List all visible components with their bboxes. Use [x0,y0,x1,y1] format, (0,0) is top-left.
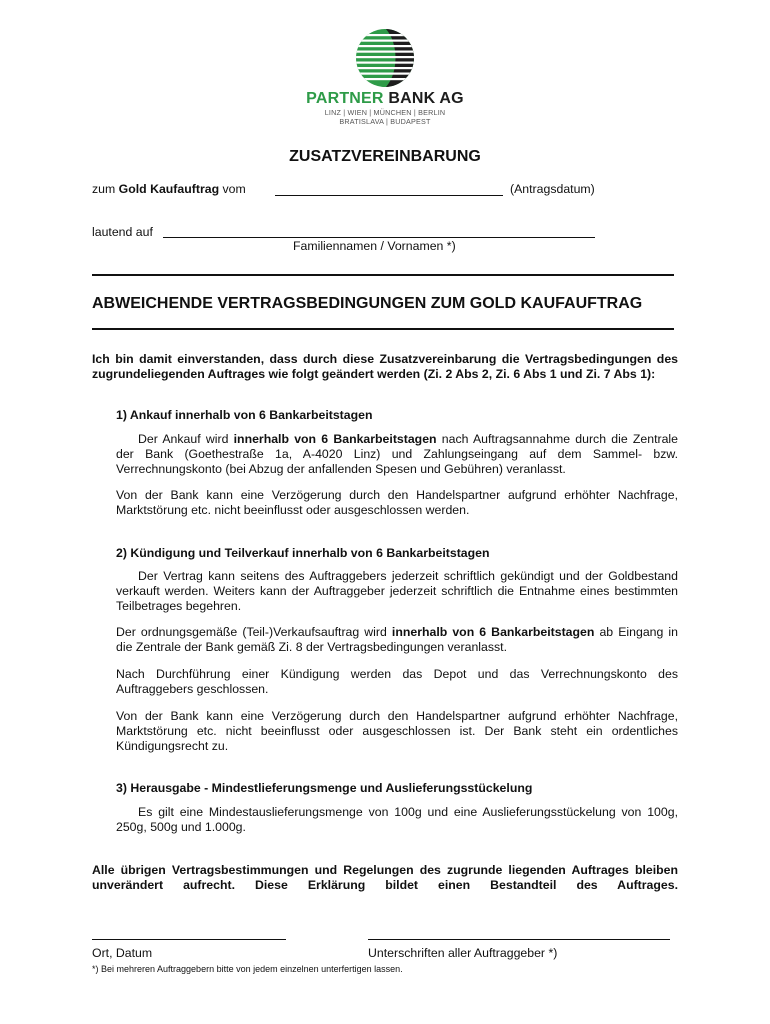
bank-cities-line1: LINZ | WIEN | MÜNCHEN | BERLIN [324,108,446,117]
place-date-label: Ort, Datum [92,946,153,960]
bank-name-part2: BANK AG [388,90,464,107]
s1p1-a: Der Ankauf wird [138,432,234,446]
application-date-field[interactable] [275,195,503,196]
footnote: *) Bei mehreren Auftraggebern bitte von jedem einzelnen unterfertigen lassen. [92,964,403,974]
s1p1-b: nach Auftragsannahme durch die Zentrale der Bank (Goethestraße 1a, A-4020 Linz) und Zahlungseingang auf dem Sammel- bzw. Verrechnungskonto (bei Abzug der anfallenden Spesen und Gebühren) veranlasst. [116,432,679,476]
application-date-label: (Antragsdatum) [510,182,595,196]
document-title: ZUSATZVEREINBARUNG [289,148,481,165]
bank-name [290,90,480,108]
s2p2-b: ab Eingang in die Zentrale der Bank gemäß Zi. 8 der Vertragsbedingungen veranlasst. [116,625,678,654]
section1-paragraph1 [116,432,678,477]
s1p1-bold: innerhalb von 6 Bankarbeitstagen [233,432,437,446]
bank-cities-line2: BRATISLAVA | BUDAPEST [339,117,431,126]
order-bold: Gold Kaufauftrag [118,182,220,196]
closing-paragraph: Alle übrigen Vertragsbestimmungen und Regelungen des zugrunde liegenden Auftrages bleiben unverändert aufrecht. Diese Erklärung bildet einen Bestandteil des Auftrages. [92,863,678,892]
s2p2-bold: innerhalb von 6 Bankarbeitstagen [391,625,595,639]
section2-paragraph4: Von der Bank kann eine Verzögerung durch den Handelspartner aufgrund erhöhter Nachfrage, Marktstörung etc. nicht beeinflusst oder ausgeschlossen ist. Der Bank steht ein ordentliches Kündigungsrecht zu. [116,709,678,753]
signatures-label: Unterschriften aller Auftraggeber *) [368,946,558,960]
place-date-field[interactable] [92,939,286,940]
section2-paragraph3: Nach Durchführung einer Kündigung werden das Depot und das Verrechnungskonto des Auftraggebers geschlossen. [116,667,678,696]
section2-paragraph1: Der Vertrag kann seitens des Auftraggebers jederzeit schriftlich gekündigt und der Goldbestand verkauft werden. Weiters kann der Auftraggeber jederzeit schriftlich die Entnahme eines bestimmten Teilbetrages begehren. [116,569,678,613]
order-line-label [92,182,246,197]
section3-title: 3) Herausgabe - Mindestlieferungsmenge und Auslieferungsstückelung [116,781,533,795]
order-suffix: vom [219,182,246,196]
name-field-caption: Familiennamen / Vornamen *) [293,239,456,253]
name-line-label: lautend auf [92,225,153,239]
section-heading: ABWEICHENDE VERTRAGSBEDINGUNGEN ZUM GOLD KAUFAUFTRAG [92,295,643,312]
name-field[interactable] [163,237,595,238]
order-prefix: zum [92,182,119,196]
section1-paragraph2: Von der Bank kann eine Verzögerung durch den Handelspartner aufgrund erhöhter Nachfrage, Marktstörung etc. nicht beeinflusst oder ausgeschlossen werden. [116,488,678,517]
intro-paragraph: Ich bin damit einverstanden, dass durch diese Zusatzvereinbarung die Vertragsbedingungen des zugrundeliegenden Auftrages wie folgt geändert werden (Zi. 2 Abs 2, Zi. 6 Abs 1 und Zi. 7 Abs 1): [92,352,678,381]
bottom-rule [92,328,674,330]
signatures-field[interactable] [368,939,670,940]
top-rule [92,274,674,276]
bank-name-part1: PARTNER [306,90,384,107]
section1-title: 1) Ankauf innerhalb von 6 Bankarbeitstagen [116,408,373,422]
globe-logo-icon [355,28,415,88]
section3-paragraph1: Es gilt eine Mindestauslieferungsmenge von 100g und eine Auslieferungsstückelung von 100g, 250g, 500g und 1.000g. [116,805,678,834]
section2-paragraph2 [116,625,678,655]
section2-title: 2) Kündigung und Teilverkauf innerhalb von 6 Bankarbeitstagen [116,546,490,560]
s2p2-a: Der ordnungsgemäße (Teil-)Verkaufsauftrag wird [116,625,392,639]
